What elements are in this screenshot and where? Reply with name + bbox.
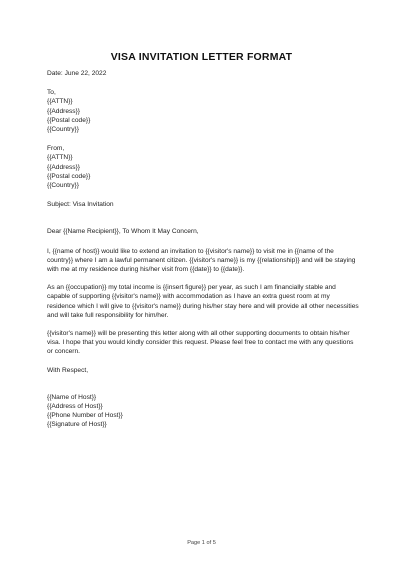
from-label: From,	[47, 145, 65, 153]
page-number: Page 1 of 5	[187, 540, 216, 546]
from-postal-code: {{Postal code}}	[47, 172, 91, 180]
to-postal-code: {{Postal code}}	[47, 116, 91, 124]
salutation: Dear {{Name Recipient}}, To Whom It May Concern,	[47, 228, 199, 236]
document-title: VISA INVITATION LETTER FORMAT	[110, 51, 293, 63]
paragraph-invitation: I, {{name of host}} would like to extend an invitation to {{visitor's name}} to visit me in {{name of the country}} where I am a lawful permanent citizen. {{visitor's name}} is my {{relationship}} and will be staying with me at my residence during his/her visit from {{date}} to {{date}}.	[47, 247, 356, 274]
from-address: {{Address}}	[47, 163, 80, 171]
subject-line: Subject: Visa Invitation	[47, 201, 114, 209]
to-attn: {{ATTN}}	[47, 98, 73, 106]
date-line: Date: June 22, 2022	[47, 70, 107, 77]
from-address-block	[47, 144, 359, 190]
from-country: {{Country}}	[47, 182, 79, 190]
from-attn: {{ATTN}}	[47, 154, 73, 162]
signature-block	[47, 393, 359, 430]
host-signature: {{Signature of Host}}	[47, 421, 107, 429]
host-phone: {{Phone Number of Host}}	[47, 412, 123, 420]
to-address-block	[47, 88, 359, 134]
to-country: {{Country}}	[47, 126, 79, 134]
host-name: {{Name of Host}}	[47, 393, 97, 401]
paragraph-financial: As an {{occupation}} my total income is {{insert figure}} per year, as such I am financially stable and capable of supporting {{visitor's name}} with accommodation as I have an extra guest room at my residence which I will give to {{visitor's name}} during his/her stay here and will provide all other necessities and will take full responsibility for him/her.	[47, 284, 359, 319]
letter-body	[47, 69, 359, 430]
paragraph-documents: {{visitor's name}} will be presenting this letter along with all other supporting documents to obtain his/her visa. I hope that you would kindly consider this request. Please feel free to contact me with any questions or concern.	[47, 330, 354, 356]
host-address: {{Address of Host}}	[47, 403, 103, 411]
to-label: To,	[47, 89, 56, 97]
to-address: {{Address}}	[47, 107, 80, 115]
closing-line: With Respect,	[47, 366, 89, 374]
